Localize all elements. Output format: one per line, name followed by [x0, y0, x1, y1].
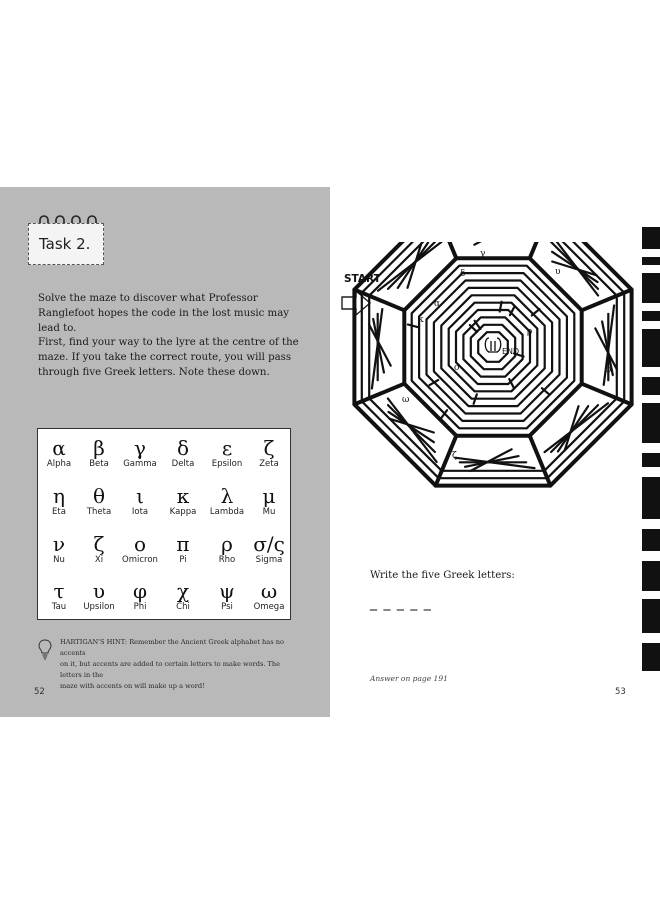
- maze-wall: [532, 309, 540, 315]
- maze-wall: [412, 266, 575, 429]
- maze-greek-letter: σ: [454, 363, 461, 373]
- greek-letter-symbol: β: [93, 436, 105, 460]
- greek-letter-name: Sigma: [255, 555, 283, 565]
- maze-diagram: [342, 242, 642, 530]
- greek-letter-name: Epsilon: [211, 459, 243, 469]
- greek-letter-symbol: γ: [134, 436, 146, 460]
- hint-text: [60, 637, 292, 692]
- greek-letter-name: Rho: [218, 555, 236, 565]
- greek-letter-name: Alpha: [46, 459, 72, 469]
- greek-letter-symbol: ο: [133, 532, 147, 556]
- right-page: [330, 187, 660, 717]
- greek-letter-symbol: δ: [176, 436, 190, 460]
- greek-letter-symbol: υ: [92, 579, 106, 603]
- maze-wall: [408, 325, 418, 328]
- instructions-paragraph: First, find your way to the lyre at the centre of the maze. If you take the correct route, you will pass through five Greek letters. Note these down.: [38, 337, 299, 378]
- greek-letter-symbol: μ: [262, 484, 276, 508]
- maze-wall: [530, 242, 551, 258]
- greek-letter-cell: [78, 485, 120, 518]
- hint-line: maze with accents on will make up a word!: [60, 682, 205, 690]
- task-title: Task 2.: [39, 235, 91, 253]
- greek-letter-cell: [119, 580, 161, 613]
- greek-letter-name: Omega: [253, 602, 285, 612]
- greek-letter-symbol: ζ: [93, 532, 105, 556]
- greek-letter-cell: [78, 437, 120, 470]
- greek-letter-symbol: λ: [220, 484, 234, 508]
- greek-letter-symbol: ν: [52, 532, 66, 556]
- greek-letter-cell: [38, 437, 80, 470]
- lyre-icon: [485, 338, 501, 352]
- answer-blanks: _ _ _ _ _: [370, 595, 432, 611]
- greek-letter-name: Kappa: [169, 507, 197, 517]
- greek-letter-cell: [162, 485, 204, 518]
- greek-letter-cell: [162, 580, 204, 613]
- maze-greek-letter: ζ: [452, 451, 457, 461]
- greek-letter-name: Tau: [51, 602, 67, 612]
- greek-letter-symbol: θ: [92, 484, 106, 508]
- maze-wall: [474, 242, 515, 245]
- maze-wall: [434, 288, 552, 406]
- greek-letter-cell: [78, 580, 120, 613]
- greek-letter-symbol: χ: [176, 579, 190, 603]
- greek-letter-name: Pi: [179, 555, 187, 565]
- greek-letter-symbol: τ: [53, 579, 65, 603]
- greek-letter-cell: [248, 580, 290, 613]
- greek-letter-symbol: ε: [221, 436, 233, 460]
- greek-letter-name: Lambda: [209, 507, 245, 517]
- greek-letter-symbol: φ: [132, 579, 147, 603]
- greek-letter-cell: [38, 533, 80, 566]
- greek-letter-cell: [78, 533, 120, 566]
- page-number-left: 52: [34, 687, 45, 697]
- greek-letter-cell: [38, 485, 80, 518]
- greek-letter-symbol: κ: [176, 484, 190, 508]
- maze-wall: [404, 258, 581, 435]
- greek-letter-symbol: σ/ς: [253, 532, 285, 556]
- maze-wall: [354, 242, 631, 486]
- hint-line: HARTIGAN'S HINT: Remember the Ancient Greek alphabet has no accents: [60, 638, 284, 657]
- maze-greek-letter: φ: [605, 365, 612, 375]
- greek-letter-cell: [206, 533, 248, 566]
- greek-letter-name: Phi: [133, 602, 147, 612]
- page-number-right: 53: [615, 687, 626, 697]
- greek-letter-name: Eta: [52, 507, 66, 517]
- maze-greek-letter: ω: [402, 395, 410, 405]
- greek-letter-cell: [206, 580, 248, 613]
- greek-letter-name: Mu: [262, 507, 276, 517]
- greek-letter-cell: [162, 533, 204, 566]
- greek-letter-symbol: π: [176, 532, 190, 556]
- greek-letter-cell: [248, 485, 290, 518]
- greek-letter-name: Chi: [176, 602, 190, 612]
- greek-letter-cell: [206, 437, 248, 470]
- greek-letter-cell: [248, 437, 290, 470]
- maze-greek-letter: δ: [460, 269, 466, 279]
- greek-alphabet-table: [37, 428, 291, 620]
- maze-wall: [427, 281, 560, 414]
- greek-letter-cell: [206, 485, 248, 518]
- greek-letter-name: Gamma: [123, 459, 157, 469]
- greek-letter-name: Psi: [221, 602, 233, 612]
- left-page: [0, 187, 330, 717]
- maze-greek-letter: γ: [480, 249, 486, 259]
- intro-paragraph: Solve the maze to discover what Professor Ranglefoot hopes the code in the lost music may lead to.: [38, 293, 290, 334]
- maze-greek-letter: ρ: [527, 327, 533, 337]
- greek-letter-symbol: ζ: [263, 436, 275, 460]
- answer-note: Answer on page 191: [370, 674, 448, 683]
- greek-letter-symbol: ρ: [221, 532, 233, 556]
- greek-letter-symbol: ι: [136, 484, 144, 508]
- chapter-title-decoration: [640, 187, 660, 717]
- greek-letter-name: Delta: [171, 459, 195, 469]
- greek-letter-name: Iota: [131, 507, 149, 517]
- greek-letter-name: Nu: [53, 555, 65, 565]
- greek-letter-cell: [119, 485, 161, 518]
- greek-letter-name: Zeta: [259, 459, 279, 469]
- greek-letter-symbol: η: [53, 484, 65, 508]
- greek-letter-symbol: ψ: [219, 579, 235, 603]
- greek-letter-cell: [119, 437, 161, 470]
- maze-greek-letter: κ: [418, 315, 424, 325]
- greek-letter-name: Upsilon: [83, 602, 115, 612]
- maze-greek-letter: υ: [555, 267, 561, 277]
- greek-letter-symbol: ω: [260, 579, 278, 603]
- greek-letter-cell: [38, 580, 80, 613]
- lightbulb-icon: [38, 639, 52, 661]
- greek-letter-symbol: α: [52, 436, 66, 460]
- task-card: [28, 223, 104, 265]
- greek-letter-cell: [248, 533, 290, 566]
- maze-wall: [474, 394, 477, 404]
- greek-letter-name: Xi: [94, 555, 104, 565]
- greek-letter-cell: [162, 437, 204, 470]
- book-spread: [0, 187, 660, 717]
- write-prompt: Write the five Greek letters:: [370, 570, 515, 581]
- maze-greek-letter: ά: [434, 299, 441, 309]
- greek-letter-name: Omicron: [122, 555, 158, 565]
- maze-wall: [449, 303, 538, 392]
- maze-end-label: END: [502, 347, 520, 356]
- hint-line: on it, but accents are added to certain letters to make words. The letters in the: [60, 660, 281, 679]
- greek-letter-name: Theta: [86, 507, 112, 517]
- maze-start-label: START: [344, 273, 381, 285]
- greek-letter-name: Beta: [89, 459, 109, 469]
- greek-letter-cell: [119, 533, 161, 566]
